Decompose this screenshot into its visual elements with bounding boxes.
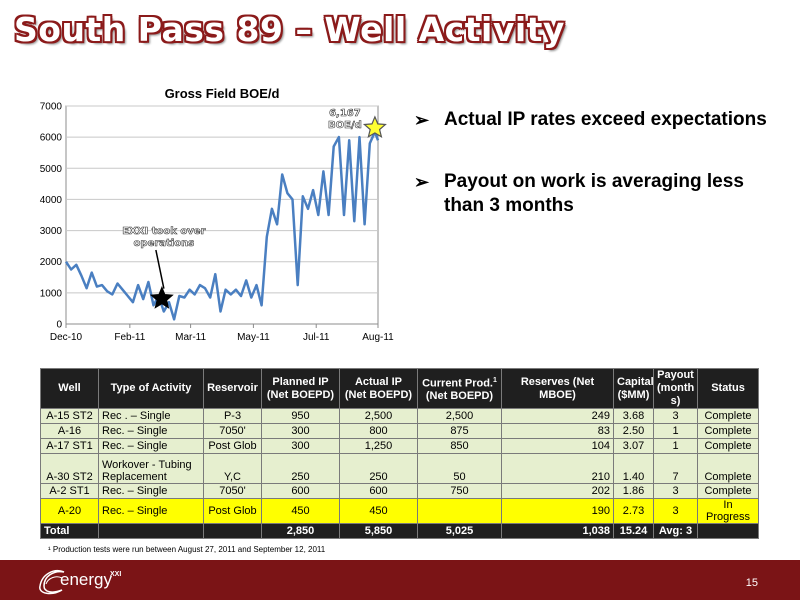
cell-reserves: 210: [502, 454, 614, 484]
col-header-activity: Type of Activity: [99, 369, 204, 409]
cell-reservoir: Post Glob: [204, 439, 262, 454]
logo-text: energy: [60, 570, 112, 589]
x-tick-label: Aug-11: [362, 332, 394, 343]
arrow-bullet-icon: ➢: [414, 110, 430, 130]
table-header-row: [41, 369, 759, 409]
col-header-well: Well: [41, 369, 99, 409]
cell-actual: 600: [340, 484, 418, 499]
y-tick-label: 1000: [39, 288, 62, 300]
table-row: [41, 424, 759, 439]
cell-status: Complete: [698, 484, 759, 499]
cell-total-planned: 2,850: [262, 524, 340, 539]
cell-actual: 1,250: [340, 439, 418, 454]
cell-current: 50: [418, 454, 502, 484]
well-activity-table: [40, 368, 759, 539]
bullet-item: [414, 108, 784, 132]
cell-total-actual: 5,850: [340, 524, 418, 539]
cell-status: Complete: [698, 409, 759, 424]
cell-reserves: 83: [502, 424, 614, 439]
cell-empty: [204, 524, 262, 539]
col-header-reservoir: Reservoir: [204, 369, 262, 409]
cell-reserves: 202: [502, 484, 614, 499]
y-tick-label: 7000: [39, 101, 62, 113]
cell-current: 750: [418, 484, 502, 499]
chart-svg: [26, 82, 398, 350]
cell-actual: 800: [340, 424, 418, 439]
cell-status: Complete: [698, 454, 759, 484]
cell-reservoir: 7050': [204, 424, 262, 439]
cell-actual: 450: [340, 499, 418, 524]
cell-payout: 1: [654, 424, 698, 439]
annotation-exxi-line2: operations: [133, 238, 195, 249]
col-header-status: Status: [698, 369, 759, 409]
cell-status: Complete: [698, 424, 759, 439]
cell-capital: 3.68: [614, 409, 654, 424]
annotation-exxi-line1: EXXI took over: [122, 226, 206, 237]
cell-capital: 3.07: [614, 439, 654, 454]
cell-reserves: 190: [502, 499, 614, 524]
current-prod-label: Current Prod.: [422, 377, 493, 390]
cell-well: A-20: [41, 499, 99, 524]
cell-total-payout: Avg: 3: [654, 524, 698, 539]
cell-current: 2,500: [418, 409, 502, 424]
cell-actual: 2,500: [340, 409, 418, 424]
x-tick-label: May-11: [237, 332, 270, 343]
y-tick-label: 2000: [39, 257, 62, 269]
cell-payout: 7: [654, 454, 698, 484]
table-total-row: [41, 524, 759, 539]
cell-activity: Rec. – Single: [99, 484, 204, 499]
cell-reservoir: P-3: [204, 409, 262, 424]
bullet-text: Payout on work is averaging less than 3 months: [444, 171, 744, 216]
cell-reserves: 249: [502, 409, 614, 424]
cell-total-label: Total: [41, 524, 99, 539]
cell-planned: 250: [262, 454, 340, 484]
cell-current: 875: [418, 424, 502, 439]
cell-planned: 300: [262, 424, 340, 439]
cell-reservoir: Post Glob: [204, 499, 262, 524]
cell-reservoir: Y,C: [204, 454, 262, 484]
table-row: [41, 439, 759, 454]
y-tick-label: 4000: [39, 194, 62, 206]
cell-empty: [99, 524, 204, 539]
cell-current: 850: [418, 439, 502, 454]
cell-activity: Rec . – Single: [99, 409, 204, 424]
cell-total-capital: 15.24: [614, 524, 654, 539]
page-number: 15: [745, 577, 758, 589]
col-header-current-prod: [418, 369, 502, 409]
cell-payout: 3: [654, 499, 698, 524]
table-row: [41, 409, 759, 424]
cell-empty: [698, 524, 759, 539]
cell-well: A-17 ST1: [41, 439, 99, 454]
current-prod-unit: (Net BOEPD): [425, 390, 494, 403]
cell-status: In Progress: [698, 499, 759, 524]
production-chart: [26, 82, 398, 350]
energy-xxi-logo: [36, 566, 156, 596]
cell-well: A-2 ST1: [41, 484, 99, 499]
bullet-text: Actual IP rates exceed expectations: [444, 109, 767, 130]
x-tick-label: Feb-11: [114, 332, 146, 343]
col-header-planned-ip: Planned IP (Net BOEPD): [262, 369, 340, 409]
table-row: [41, 484, 759, 499]
cell-payout: 3: [654, 409, 698, 424]
cell-activity: Rec. – Single: [99, 424, 204, 439]
bullet-list: [414, 108, 784, 256]
cell-capital: 1.86: [614, 484, 654, 499]
cell-current: [418, 499, 502, 524]
footnote-marker: 1: [493, 376, 497, 384]
arrow-bullet-icon: ➢: [414, 172, 430, 192]
cell-reservoir: 7050': [204, 484, 262, 499]
y-tick-label: 5000: [39, 163, 62, 175]
cell-payout: 3: [654, 484, 698, 499]
cell-activity: Rec. – Single: [99, 439, 204, 454]
col-header-payout: Payout (month s): [654, 369, 698, 409]
footnote: ¹ Production tests were run between August 27, 2011 and September 12, 2011: [48, 545, 326, 554]
col-header-actual-ip: Actual IP (Net BOEPD): [340, 369, 418, 409]
bullet-item: [414, 170, 784, 218]
cell-planned: 300: [262, 439, 340, 454]
annotation-peak-line2: BOE/d: [328, 119, 362, 131]
cell-actual: 250: [340, 454, 418, 484]
cell-well: A-15 ST2: [41, 409, 99, 424]
x-tick-label: Mar-11: [175, 332, 207, 343]
cell-activity: Rec. – Single: [99, 499, 204, 524]
cell-payout: 1: [654, 439, 698, 454]
cell-total-reserves: 1,038: [502, 524, 614, 539]
cell-activity: Workover - Tubing Replacement: [99, 454, 204, 484]
y-tick-label: 0: [56, 319, 62, 331]
cell-well: A-16: [41, 424, 99, 439]
cell-planned: 450: [262, 499, 340, 524]
y-tick-label: 3000: [39, 226, 62, 238]
cell-well: A-30 ST2: [41, 454, 99, 484]
cell-reserves: 104: [502, 439, 614, 454]
logo-superscript: XXI: [110, 571, 122, 578]
cell-planned: 950: [262, 409, 340, 424]
table-row: [41, 454, 759, 484]
table-row-highlighted: [41, 499, 759, 524]
chart-title: Gross Field BOE/d: [164, 86, 280, 101]
annotation-peak-line1: 6,167: [329, 107, 361, 119]
cell-capital: 1.40: [614, 454, 654, 484]
y-tick-label: 6000: [39, 132, 62, 144]
cell-capital: 2.73: [614, 499, 654, 524]
x-tick-label: Dec-10: [49, 332, 83, 343]
col-header-reserves: Reserves (Net MBOE): [502, 369, 614, 409]
cell-capital: 2.50: [614, 424, 654, 439]
footer-bar: [0, 560, 800, 600]
x-tick-label: Jul-11: [302, 332, 330, 343]
slide-title: South Pass 89 – Well Activity: [14, 10, 565, 49]
cell-status: Complete: [698, 439, 759, 454]
cell-planned: 600: [262, 484, 340, 499]
cell-total-current: 5,025: [418, 524, 502, 539]
col-header-capital: Capital ($MM): [614, 369, 654, 409]
